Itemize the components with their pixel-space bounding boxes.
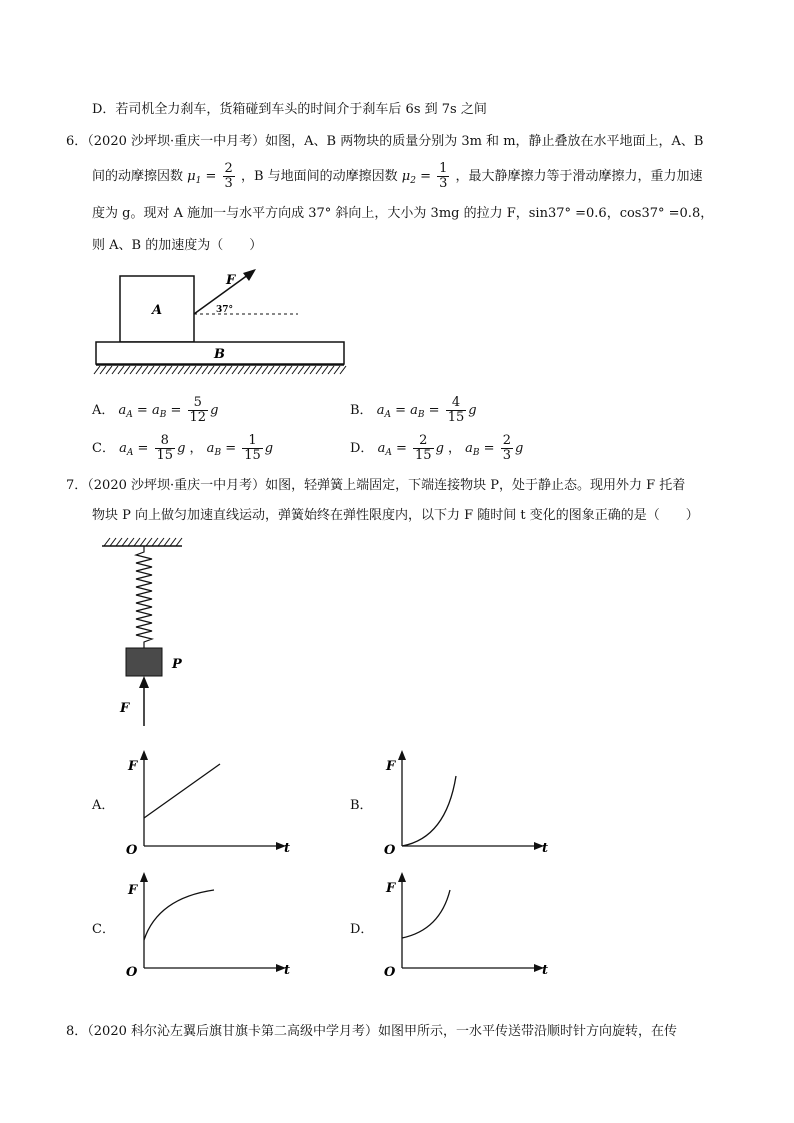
q6-option-b: B． $a_A = a_B$ = $\frac{4}{15}$ g [350,395,477,425]
q6-option-d-fraction1 [413,434,434,463]
label-f-spring: F [120,701,130,716]
q6-option-c-label: C． [92,441,115,456]
q7-graph-c [118,868,298,980]
q6-b-den: 15 [447,410,465,425]
q6-option-c: C． $a_A$ = $\frac{8}{15}$ g ， $a_B$ = $\frac{1}{15}$ g [92,433,274,463]
q6-option-c-fraction2 [242,434,263,463]
q6-d-den2: 3 [502,448,511,463]
q6-mu1-num: 2 [224,161,233,176]
graph-b-y-label: F [386,759,396,774]
label-a: A [152,303,163,318]
q6-d-den1: 15 [415,448,432,463]
q6-a-num: 5 [188,396,209,411]
graph-c-x-label: t [284,963,291,978]
q6-mu2-num: 1 [439,161,448,176]
q6-mu1-den: 3 [224,176,233,191]
force-f-up-arrowhead [139,676,149,688]
q6-text-2c: ，最大静摩擦力等于滑动摩擦力，重力加速 [455,169,703,184]
q6-mu1-sub: 1 [195,176,202,186]
q6-d-num2: 2 [502,433,511,448]
q6-block-figure [90,262,360,382]
ceiling-hatch [104,538,182,546]
q8-stem-line1: 8．（2020 科尔沁左翼后旗甘旗卡第二高级中学月考）如图甲所示，一水平传送带沿顺时针方向旋转，在传 [66,1024,677,1039]
q7-option-b-label: B． [350,798,373,813]
label-p: P [172,657,182,672]
q6-mu1-fraction [223,162,235,191]
q6-a-den: 12 [189,410,207,425]
graph-b-x-label: t [542,841,549,856]
q6-b-unit: g [468,403,477,418]
graph-a-curve [144,764,220,818]
block-p [126,648,162,676]
q6-c-num2: 1 [242,434,263,449]
q6-a-unit: g [210,403,219,418]
force-f-arrowhead [243,269,256,281]
q6-text-2a: 间的动摩擦因数 [92,169,184,184]
q6-mu1: μ [187,169,196,184]
q6-stem-line2: 间的动摩擦因数 $\mu_1$ = $\frac{2}{3}$ ，B 与地面间的动摩擦因数 $\mu_2$ = $\frac{1}{3}$ ，最大静摩擦力等于滑动摩擦力，重力加速 [92,161,703,191]
q6-d-num1: 2 [413,434,434,449]
q6-option-b-fraction [446,396,467,425]
q6-option-b-label: B． [350,403,373,418]
q6-option-a-label: A． [92,403,115,418]
q6-mu2-den: 3 [439,176,448,191]
graph-b-origin: O [384,843,396,858]
q6-c-den1: 15 [156,448,174,463]
angle-label: 37° [216,305,234,315]
ground-hatch [94,366,346,374]
q7-stem-line2: 物块 P 向上做匀加速直线运动，弹簧始终在弹性限度内，以下力 F 随时间 t 变化的图象正确的是（ ） [92,508,699,523]
q6-stem-line4: 则 A、B 的加速度为（ ） [92,238,263,253]
q6-option-d-label: D． [350,441,374,456]
q6-stem-line1: 6．（2020 沙坪坝·重庆一中月考）如图，A、B 两物块的质量分别为 3m 和 m，静止叠放在水平地面上，A、B [66,134,704,149]
q6-option-c-fraction1 [155,434,176,463]
graph-c-y-label: F [128,883,138,898]
graph-a-x-label: t [284,841,291,856]
q7-option-a-label: A． [92,798,115,813]
q6-option-a-fraction [188,396,209,425]
q7-option-d-label: D． [350,922,374,937]
graph-a-origin: O [126,843,138,858]
q7-graph-d [376,868,556,980]
graph-b-curve [402,776,456,846]
q6-mu2-fraction [437,162,449,191]
q6-c-den2: 15 [244,448,261,463]
q6-option-d-fraction2 [501,434,513,463]
q6-stem-line3: 度为 g。现对 A 施加一与水平方向成 37° 斜向上，大小为 3mg 的拉力 F，sin37° =0.6，cos37° =0.8， [92,206,714,221]
q6-b-num: 4 [446,396,467,411]
graph-a-y-label: F [128,759,138,774]
q7-option-c-label: C． [92,922,115,937]
q6-text-2b: ，B 与地面间的动摩擦因数 [240,169,398,184]
q7-graph-b [376,746,556,858]
q6-mu2: μ [401,169,411,184]
q6-c-num1: 8 [155,434,176,449]
q7-graph-a [118,746,298,858]
graph-c-origin: O [126,965,138,980]
q6-mu2-sub: 2 [410,176,416,186]
graph-d-x-label: t [542,963,549,978]
label-b: B [214,347,225,362]
label-f: F [226,273,236,288]
graph-d-origin: O [384,965,396,980]
q5-option-d: D．若司机全力刹车，货箱碰到车头的时间介于刹车后 6s 到 7s 之间 [92,102,487,117]
graph-d-y-label: F [386,881,396,896]
q7-spring-figure [96,534,206,728]
graph-c-curve [144,890,214,940]
q6-option-d: D． $a_A$ = $\frac{2}{15}$ g ， $a_B$ = $\frac{2}{3}$ g [350,433,524,463]
graph-d-curve [402,890,450,938]
q6-option-a: A． $a_A = a_B$ = $\frac{5}{12}$ g [92,395,219,425]
spring [136,546,152,648]
q7-stem-line1: 7．（2020 沙坪坝·重庆一中月考）如图，轻弹簧上端固定，下端连接物块 P，处于静止态。现用外力 F 托着 [66,478,686,493]
